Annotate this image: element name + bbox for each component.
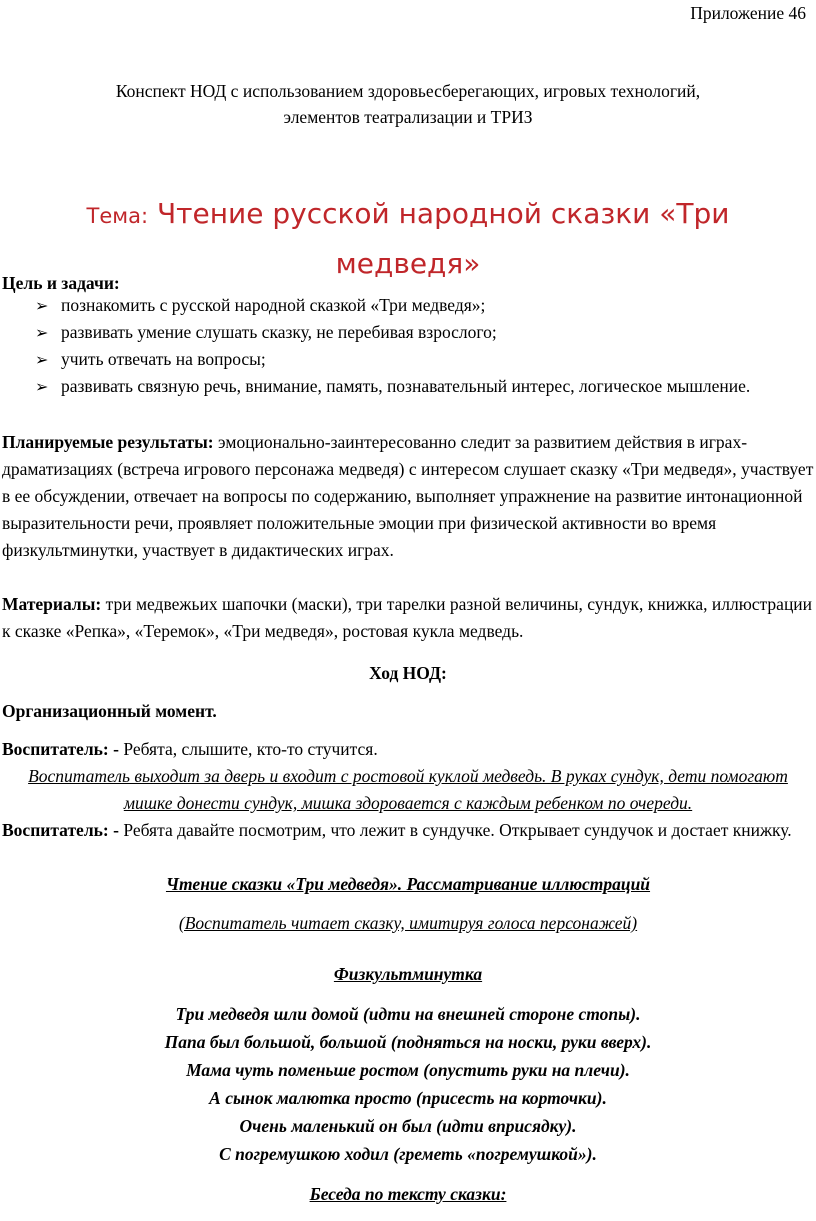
teacher-label: Воспитатель: - bbox=[2, 820, 119, 840]
goal-item: ➢ развивать умение слушать сказку, не перебивая взрослого; bbox=[0, 319, 800, 346]
poem-line: Папа был большой, большой (подняться на носки, руки вверх). bbox=[164, 1032, 652, 1052]
arrow-bullet-icon: ➢ bbox=[35, 350, 49, 369]
conversation-title: Беседа по тексту сказки: bbox=[309, 1184, 507, 1204]
reading-title: Чтение сказки «Три медведя». Рассматривание иллюстраций bbox=[165, 874, 651, 894]
poem-line: Мама чуть поменьше ростом (опустить руки на плечи). bbox=[186, 1060, 630, 1080]
physical-minute-title: Физкультминутка bbox=[333, 964, 483, 984]
poem bbox=[0, 1000, 816, 1168]
stage-direction: Воспитатель выходит за дверь и входит с ростовой куклой медведь. В руках сундук, дети помогают мишке донести сундук, мишка здоровается с каждым ребенком по очереди. bbox=[28, 766, 788, 813]
intro-line-1: Конспект НОД с использованием здоровьесберегающих, игровых технологий, bbox=[115, 81, 701, 101]
poem-line: Три медведя шли домой (идти на внешней стороне стопы). bbox=[175, 1004, 641, 1024]
goal-item: ➢ учить отвечать на вопросы; bbox=[0, 346, 800, 373]
teacher-label: Воспитатель: - bbox=[2, 739, 119, 759]
goal-item: ➢ развивать связную речь, внимание, память, познавательный интерес, логическое мышление. bbox=[0, 373, 800, 400]
theme-title-line-1: Чтение русской народной сказки «Три bbox=[156, 197, 730, 230]
goals-title: Цель и задачи: bbox=[2, 273, 120, 293]
poem-line: С погремушкою ходил (греметь «погремушкой»). bbox=[219, 1144, 597, 1164]
planned-results bbox=[2, 429, 814, 564]
goals-list bbox=[0, 292, 800, 400]
materials bbox=[2, 591, 814, 645]
teacher-line-1 bbox=[2, 736, 814, 763]
materials-label: Материалы: bbox=[2, 594, 102, 614]
arrow-bullet-icon: ➢ bbox=[35, 377, 49, 396]
intro-line-2: элементов театрализации и ТРИЗ bbox=[283, 107, 533, 127]
teacher-line-2 bbox=[2, 817, 814, 844]
teacher-text: Ребята давайте посмотрим, что лежит в сундучке. Открывает сундучок и достает книжку. bbox=[118, 820, 792, 840]
arrow-bullet-icon: ➢ bbox=[35, 296, 49, 315]
theme-label: Тема: bbox=[86, 204, 149, 228]
reading-note: (Воспитатель читает сказку, имитируя голоса персонажей) bbox=[178, 913, 638, 933]
arrow-bullet-icon: ➢ bbox=[35, 323, 49, 342]
results-label: Планируемые результаты: bbox=[2, 432, 214, 452]
materials-text: три медвежьих шапочки (маски), три тарелки разной величины, сундук, книжка, иллюстрации к сказке «Репка», «Теремок», «Три медведя», ростовая кукла медведь. bbox=[2, 594, 813, 641]
poem-line: Очень маленький он был (идти вприсядку). bbox=[239, 1116, 577, 1136]
appendix-label: Приложение 46 bbox=[690, 3, 806, 23]
poem-line: А сынок малютка просто (присесть на корточки). bbox=[209, 1088, 607, 1108]
course-title: Ход НОД: bbox=[369, 663, 447, 683]
intro-heading bbox=[0, 78, 816, 130]
theme-title-line-2: медведя» bbox=[335, 247, 481, 280]
goal-item: ➢ познакомить с русской народной сказкой «Три медведя»; bbox=[0, 292, 800, 319]
teacher-text: Ребята, слышите, кто-то стучится. bbox=[118, 739, 378, 759]
org-moment-heading: Организационный момент. bbox=[2, 701, 217, 721]
results-text: эмоционально-заинтересованно следит за развитием действия в играх-драматизациях (встреча игрового персонажа медведя) с интересом слушает сказку «Три медведя», участвует в ее обсуждении, отвечает на вопросы по содержанию, выполняет упражнение на развитие интонационной выразительности речи, проявляет положительные эмоции при физической активности во время физкультминутки, участвует в дидактических играх. bbox=[2, 432, 814, 560]
